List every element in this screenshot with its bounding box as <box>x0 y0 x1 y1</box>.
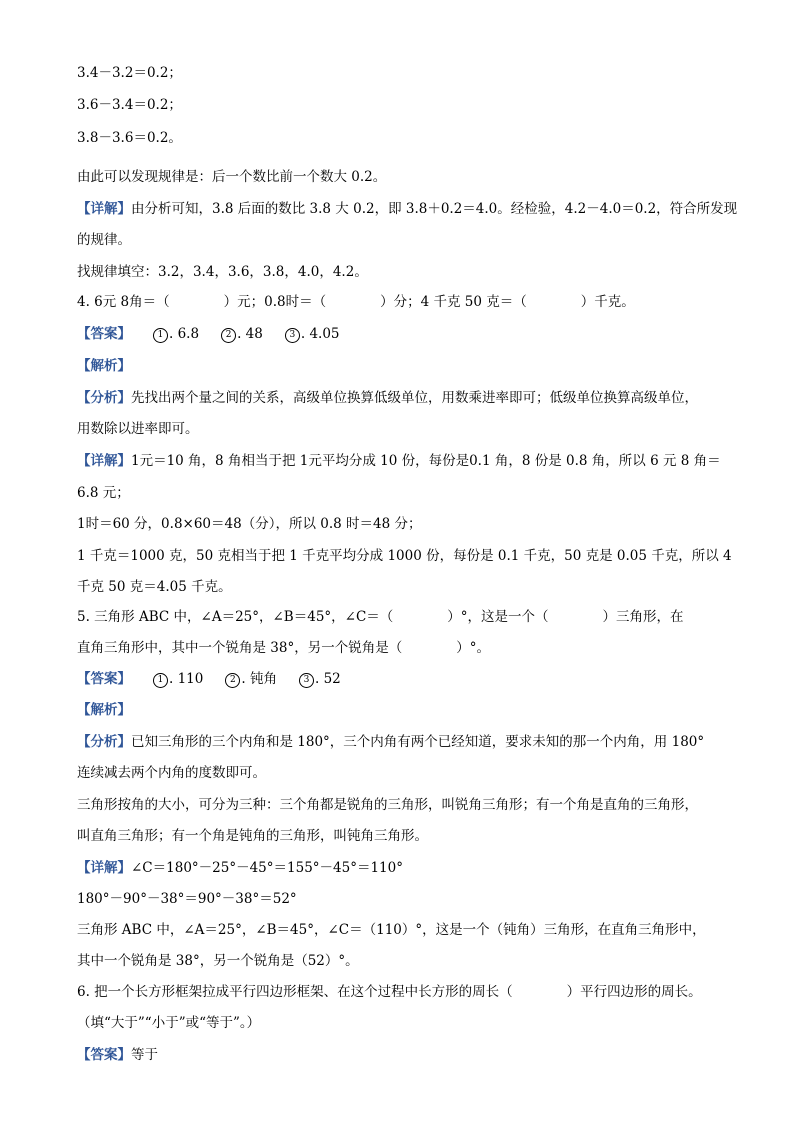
text-line <box>77 293 635 311</box>
text-line <box>77 890 297 908</box>
line-text: 千克 50 克＝4.05 千克。 <box>77 579 232 595</box>
line-text: 1元＝10 角，8 角相当于把 1元平均分成 10 份，每份是0.1 角，8 份是 0.8 角，所以 6 元 8 角＝ <box>131 453 721 469</box>
line-text: 连续减去两个内角的度数即可。 <box>77 765 266 781</box>
answer-dot: . <box>237 326 246 342</box>
line-text: 已知三角形的三个内角和是 180°，三个内角有两个已经知道，要求未知的那一个内角，用 180° <box>131 734 705 750</box>
answer-marker: 3 <box>299 673 314 688</box>
text-line <box>77 639 490 657</box>
text-line <box>77 701 131 719</box>
text-line <box>77 64 182 82</box>
line-text: 等于 <box>131 1047 158 1063</box>
section-label: 【答案】 <box>77 1047 131 1063</box>
line-text: ∠C＝180°－25°－45°＝155°－45°＝110° <box>131 860 403 876</box>
text-line <box>77 827 428 845</box>
section-label: 【分析】 <box>77 390 131 406</box>
line-text: 180°－90°－38°＝90°－38°＝52° <box>77 891 297 907</box>
answer-value: 6.8 <box>177 326 200 342</box>
answer-dot: . <box>300 326 310 342</box>
line-text: 1 千克＝1000 克，50 克相当于把 1 千克平均分成 1000 份，每份是 0.1 千克，50 克是 0.05 千克，所以 4 <box>77 548 732 564</box>
text-line <box>77 96 182 114</box>
answer-value: 4.05 <box>309 326 340 342</box>
line-text: 先找出两个量之间的关系，高级单位换算低级单位，用数乘进率即可；低级单位换算高级单位， <box>131 390 698 406</box>
text-line <box>77 578 232 596</box>
line-text: 3.6－3.4＝0.2； <box>77 97 182 113</box>
text-line <box>77 263 368 281</box>
text-line <box>77 420 199 438</box>
answer-dot: . <box>314 671 324 687</box>
answer-marker: 1 <box>153 673 168 688</box>
text-line <box>77 764 266 782</box>
answer-value: 48 <box>245 326 263 342</box>
line-text: 4. 6元 8角＝（ ）元；0.8时＝（ ）分；4 千克 50 克＝（ ）千克。 <box>77 294 635 310</box>
text-line <box>77 921 706 939</box>
text-line <box>77 952 359 970</box>
line-text: 5. 三角形 ABC 中，∠A＝25°，∠B＝45°，∠C＝（ ）°，这是一个（ ）三角形，在 <box>77 609 684 625</box>
line-text: 三角形 ABC 中，∠A＝25°，∠B＝45°，∠C＝（110）°，这是一个（钝角）三角形，在直角三角形中， <box>77 922 706 938</box>
section-label: 【详解】 <box>77 860 131 876</box>
answer-value: 110 <box>177 671 204 687</box>
line-text: 用数除以进率即可。 <box>77 421 199 437</box>
line-text: 1时＝60 分，0.8×60＝48（分），所以 0.8 时＝48 分； <box>77 516 422 532</box>
section-label: 【详解】 <box>77 453 131 469</box>
text-line <box>77 670 341 688</box>
line-text: 6. 把一个长方形框架拉成平行四边形框架、在这个过程中长方形的周长（ ）平行四边形的周长。 <box>77 984 702 1000</box>
text-line <box>77 796 698 814</box>
text-line <box>77 200 737 218</box>
text-line <box>77 325 340 343</box>
text-line <box>77 452 721 470</box>
text-line <box>77 231 131 249</box>
line-text: 由此可以发现规律是：后一个数比前一个数大 0.2。 <box>77 169 387 185</box>
answer-marker: 1 <box>153 328 168 343</box>
text-line <box>77 1014 260 1032</box>
answer-dot: . <box>241 671 250 687</box>
line-text: 3.8－3.6＝0.2。 <box>77 130 182 146</box>
line-text: （填“大于”“小于”或“等于”。） <box>77 1015 261 1031</box>
text-line <box>77 484 130 502</box>
section-label: 【分析】 <box>77 734 131 750</box>
text-line <box>77 733 704 751</box>
answer-value: 52 <box>323 671 341 687</box>
text-line <box>77 129 182 147</box>
line-text: 三角形按角的大小，可分为三种：三个角都是锐角的三角形，叫锐角三角形；有一个角是直角的三角形， <box>77 797 698 813</box>
section-label: 【解析】 <box>77 702 131 718</box>
text-line <box>77 1046 158 1064</box>
line-text: 6.8 元； <box>77 485 130 501</box>
answer-value: 钝角 <box>249 671 277 687</box>
text-line <box>77 515 421 533</box>
section-label: 【解析】 <box>77 358 131 374</box>
line-text: 的规律。 <box>77 232 131 248</box>
answer-dot: . <box>169 326 178 342</box>
text-line <box>77 357 131 375</box>
answer-dot: . <box>169 671 178 687</box>
section-label: 【详解】 <box>77 201 131 217</box>
answer-marker: 2 <box>221 328 236 343</box>
line-text: 由分析可知，3.8 后面的数比 3.8 大 0.2，即 3.8＋0.2＝4.0。经检验，4.2－4.0＝0.2，符合所发现 <box>131 201 738 217</box>
line-text: 直角三角形中，其中一个锐角是 38°，另一个锐角是（ ）°。 <box>77 640 490 656</box>
text-line <box>77 983 702 1001</box>
line-text: 其中一个锐角是 38°，另一个锐角是（52）°。 <box>77 953 359 969</box>
line-text: 找规律填空：3.2，3.4，3.6，3.8，4.0，4.2。 <box>77 264 368 280</box>
line-text: 3.4－3.2＝0.2； <box>77 65 182 81</box>
section-label: 【答案】 <box>77 671 131 687</box>
answer-marker: 2 <box>225 673 240 688</box>
section-label: 【答案】 <box>77 326 131 342</box>
text-line <box>77 168 386 186</box>
line-text: 叫直角三角形；有一个角是钝角的三角形，叫钝角三角形。 <box>77 828 428 844</box>
text-line <box>77 608 684 626</box>
text-line <box>77 389 698 407</box>
answer-marker: 3 <box>285 328 300 343</box>
text-line <box>77 547 732 565</box>
text-line <box>77 859 403 877</box>
